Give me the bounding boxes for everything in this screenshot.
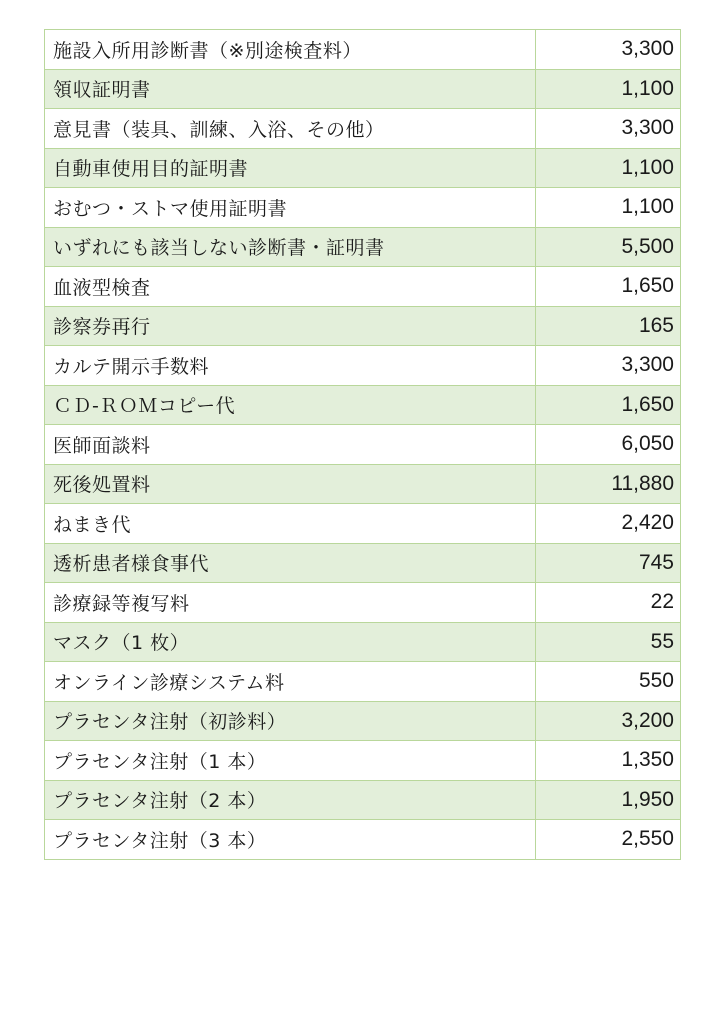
table-row: [45, 701, 681, 741]
table-row: [45, 385, 681, 425]
table-row: [45, 267, 681, 307]
fee-item-price: 6,050: [536, 425, 681, 465]
fee-item-name: プラセンタ注射（初診料）: [45, 701, 536, 741]
table-row: [45, 622, 681, 662]
fee-item-name: 診療録等複写料: [45, 583, 536, 623]
fee-item-name: 診察券再行: [45, 306, 536, 346]
fee-item-price: 55: [536, 622, 681, 662]
fee-item-price: 1,350: [536, 741, 681, 781]
fee-item-name: プラセンタ注射（1 本）: [45, 741, 536, 781]
fee-item-name: 自動車使用目的証明書: [45, 148, 536, 188]
fee-table: [44, 29, 681, 860]
table-row: [45, 69, 681, 109]
fee-item-price: 3,300: [536, 109, 681, 149]
fee-item-price: 3,300: [536, 30, 681, 70]
fee-item-price: 165: [536, 306, 681, 346]
fee-item-price: 1,950: [536, 780, 681, 820]
fee-item-price: 2,550: [536, 820, 681, 860]
table-row: [45, 820, 681, 860]
table-row: [45, 425, 681, 465]
fee-item-price: 22: [536, 583, 681, 623]
fee-item-price: 11,880: [536, 464, 681, 504]
fee-item-name: 死後処置料: [45, 464, 536, 504]
fee-item-name: 領収証明書: [45, 69, 536, 109]
fee-item-name: 意見書（装具、訓練、入浴、その他）: [45, 109, 536, 149]
fee-item-name: オンライン診療システム料: [45, 662, 536, 702]
table-row: [45, 543, 681, 583]
table-row: [45, 346, 681, 386]
table-row: [45, 306, 681, 346]
fee-item-name: マスク（1 枚）: [45, 622, 536, 662]
fee-table-body: [45, 30, 681, 860]
table-row: [45, 109, 681, 149]
table-row: [45, 188, 681, 228]
fee-item-name: いずれにも該当しない診断書・証明書: [45, 227, 536, 267]
fee-item-name: カルテ開示手数料: [45, 346, 536, 386]
fee-item-price: 1,100: [536, 148, 681, 188]
fee-item-name: 医師面談料: [45, 425, 536, 465]
fee-item-name: プラセンタ注射（3 本）: [45, 820, 536, 860]
table-row: [45, 662, 681, 702]
table-row: [45, 30, 681, 70]
fee-item-price: 3,300: [536, 346, 681, 386]
fee-item-price: 745: [536, 543, 681, 583]
fee-item-price: 2,420: [536, 504, 681, 544]
fee-item-price: 3,200: [536, 701, 681, 741]
fee-item-price: 1,650: [536, 267, 681, 307]
table-row: [45, 148, 681, 188]
table-row: [45, 780, 681, 820]
fee-item-name: 透析患者様食事代: [45, 543, 536, 583]
table-row: [45, 504, 681, 544]
fee-item-price: 550: [536, 662, 681, 702]
table-row: [45, 741, 681, 781]
fee-item-name: おむつ・ストマ使用証明書: [45, 188, 536, 228]
fee-item-name: プラセンタ注射（2 本）: [45, 780, 536, 820]
fee-item-name: 施設入所用診断書（※別途検査料）: [45, 30, 536, 70]
fee-item-price: 1,100: [536, 188, 681, 228]
fee-item-name: ねまき代: [45, 504, 536, 544]
fee-item-price: 1,100: [536, 69, 681, 109]
fee-item-name: 血液型検査: [45, 267, 536, 307]
table-row: [45, 583, 681, 623]
fee-item-price: 5,500: [536, 227, 681, 267]
table-row: [45, 227, 681, 267]
fee-item-price: 1,650: [536, 385, 681, 425]
fee-item-name: ＣＤ-ＲＯＭコピー代: [45, 385, 536, 425]
table-row: [45, 464, 681, 504]
